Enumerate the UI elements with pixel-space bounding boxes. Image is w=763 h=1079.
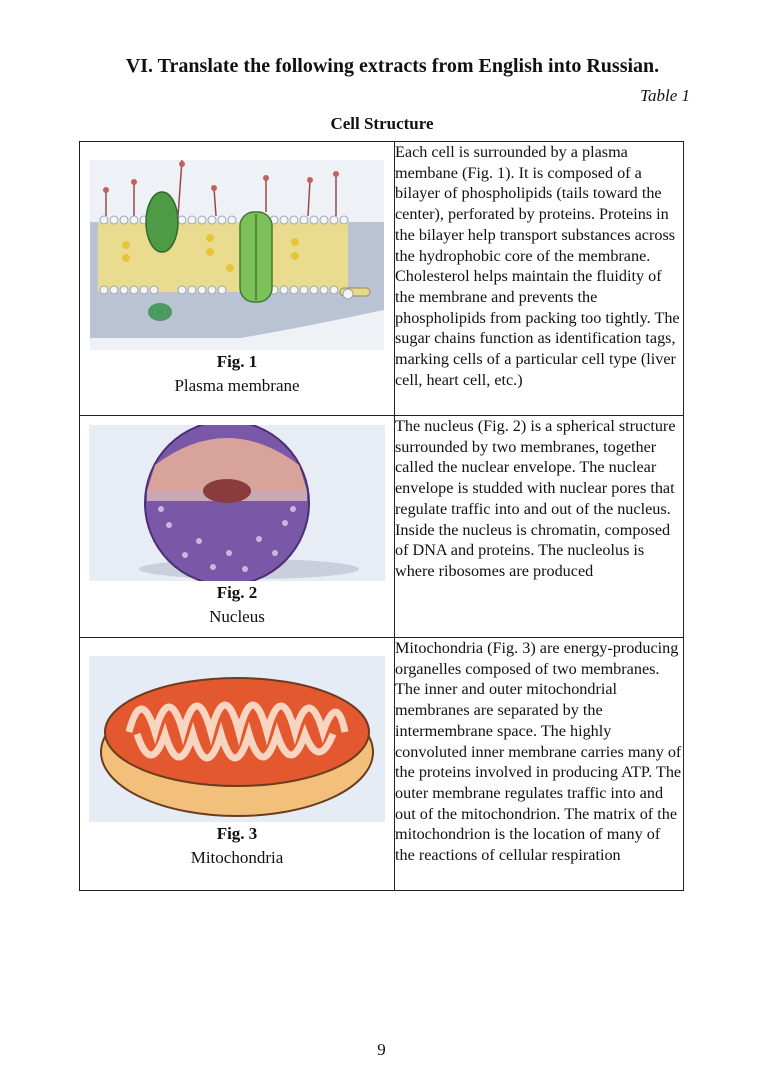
exercise-heading: VI. Translate the following extracts from English into Russian. [125, 55, 660, 77]
plasma-membrane-illustration [90, 160, 384, 350]
description-cell: Mitochondria (Fig. 3) are energy-producing organelles composed of two membranes. The inner and outer mitochondrial membranes are separated by the intermembrane space. The highly convoluted inner membrane carries many of the proteins involved in producing ATP. The outer membrane regulates traffic into and out of the mitochondrion. The matrix of the mitochondrion is the location of many of the reactions of cellular respiration [395, 638, 684, 891]
table-title: Cell Structure [330, 114, 434, 133]
table-row [80, 142, 684, 416]
table-row [80, 416, 684, 638]
figure-number: Fig. 3 [216, 824, 258, 843]
figure-number: Fig. 1 [216, 352, 258, 371]
description-cell: The nucleus (Fig. 2) is a spherical structure surrounded by two membranes, together called the nuclear envelope. The nuclear envelope is studded with nuclear pores that regulate traffic into and out of the nucleus. Inside the nucleus is chromatin, composed of DNA and proteins. The nucleolus is where ribosomes are produced [395, 416, 684, 638]
mitochondria-illustration [89, 656, 385, 822]
description-cell: Each cell is surrounded by a plasma membane (Fig. 1). It is composed of a bilayer of phospholipids (tails toward the center), perforated by proteins. Proteins in the bilayer help transport substances across the hydrophobic core of the membrane. Cholesterol helps maintain the fluidity of the membrane and prevents the phospholipids from packing too tightly. The sugar chains function as identification tags, marking cells of a particular cell type (liver cell, heart cell, etc.) [395, 142, 684, 416]
figure-caption: Plasma membrane [174, 376, 300, 395]
table-row [80, 638, 684, 891]
figure-cell [80, 638, 395, 891]
figure-caption: Mitochondria [190, 848, 284, 867]
figure-number: Fig. 2 [216, 583, 258, 602]
page-number: 9 [377, 1040, 386, 1059]
figure-cell [80, 142, 395, 416]
figure-cell [80, 416, 395, 638]
nucleus-illustration [89, 425, 385, 581]
table-label: Table 1 [640, 86, 690, 105]
cell-structure-table [79, 141, 684, 891]
figure-caption: Nucleus [209, 607, 265, 626]
